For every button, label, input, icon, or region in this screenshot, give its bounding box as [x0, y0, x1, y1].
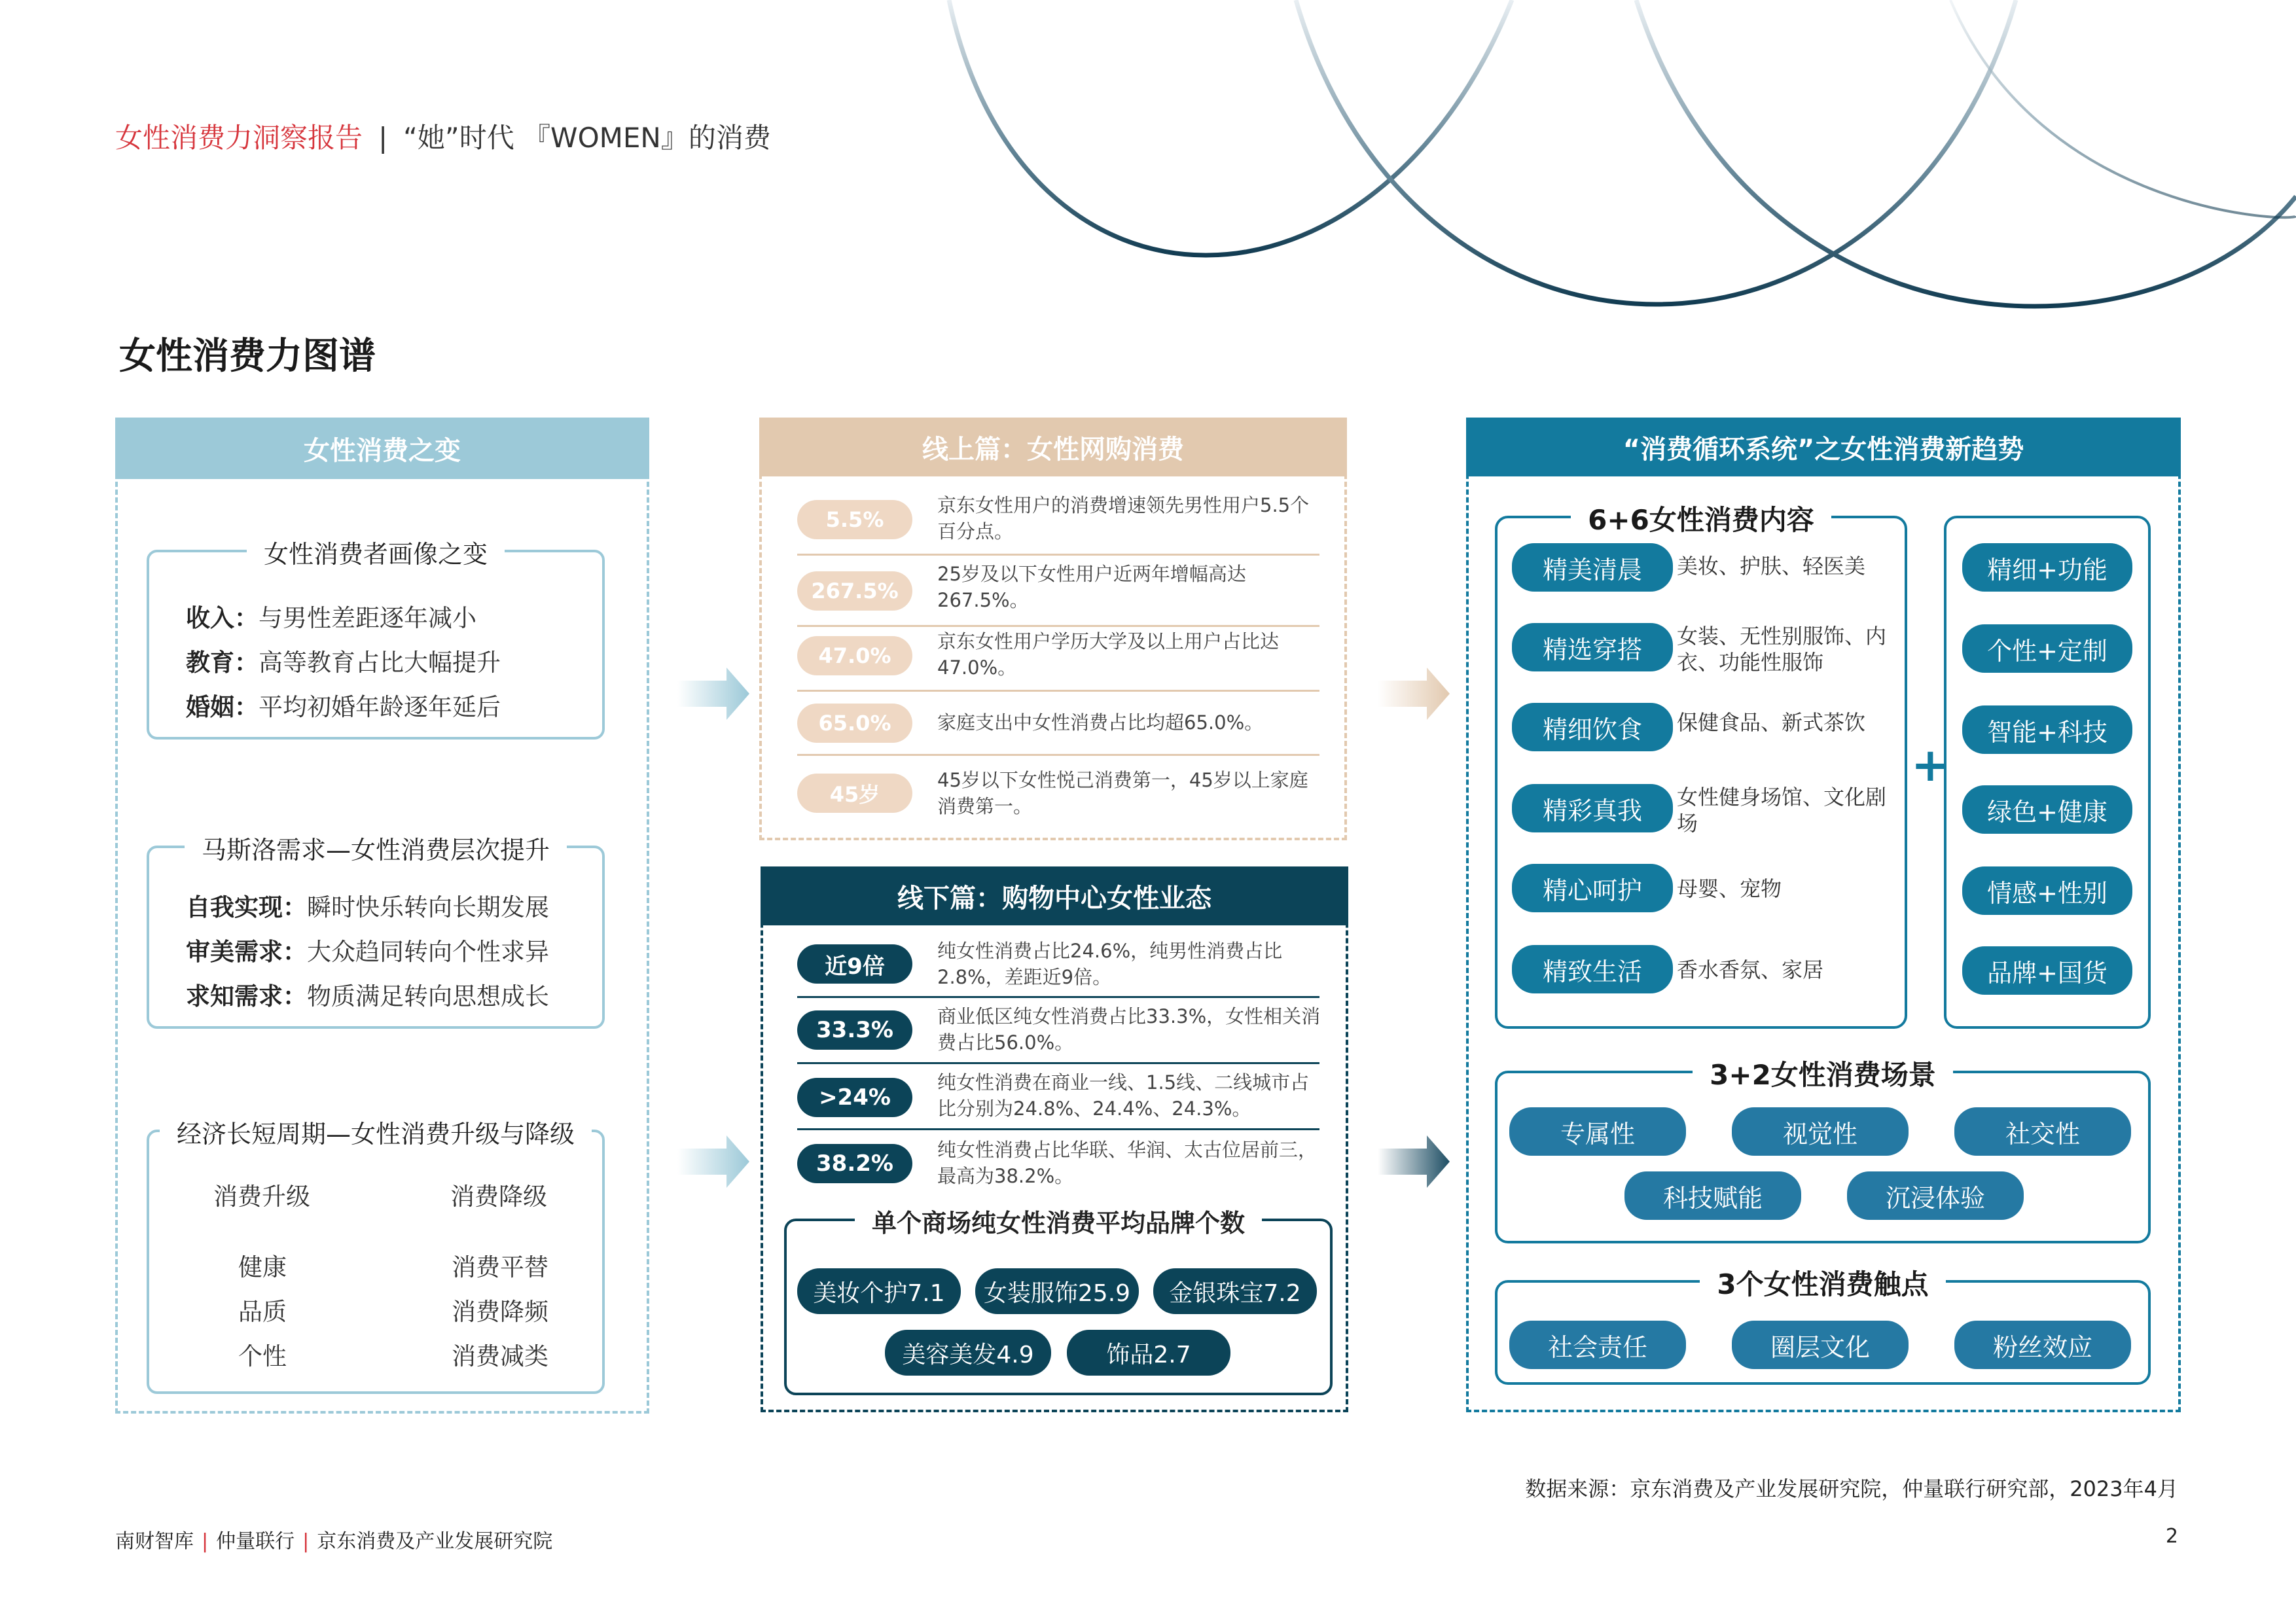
- content-panel-title: 6+6女性消费内容: [1571, 504, 1831, 536]
- upgrade-item: 品质: [238, 1298, 287, 1326]
- report-subtitle: “她”时代 『WOMEN』的消费: [403, 122, 771, 154]
- scene-pill: 社交性: [1954, 1107, 2131, 1156]
- online-stat-value: 47.0%: [797, 636, 912, 675]
- portrait-change-title: 女性消费者画像之变: [247, 540, 505, 569]
- online-stat-value: 267.5%: [797, 571, 912, 611]
- scene-panel: [1495, 1059, 2151, 1243]
- upgrade-item: 个性: [238, 1342, 287, 1370]
- cycle-title: 经济长短周期—女性消费升级与降级: [160, 1120, 592, 1149]
- offline-stat-text: 纯女性消费占比华联、华润、太古位居前三，最高为38.2%。: [937, 1139, 1318, 1187]
- offline-title: 线下篇：购物中心女性业态: [761, 866, 1348, 925]
- portrait-change-box: [147, 540, 605, 740]
- scene-pill: 科技赋能: [1624, 1171, 1801, 1220]
- offline-stat-value: 38.2%: [797, 1144, 912, 1183]
- offline-stat-value: >24%: [797, 1078, 912, 1117]
- category-desc: 女装、无性别服饰、内衣、功能性服饰: [1677, 624, 1887, 675]
- data-source: 数据来源：京东消费及产业发展研究院，仲量联行研究部，2023年4月: [1525, 1476, 2178, 1501]
- cycle-box: [147, 1120, 605, 1394]
- downgrade-head: 消费降级: [450, 1183, 547, 1211]
- trend-pill: 绿色+健康: [1962, 785, 2132, 834]
- category-desc: 女性健身场馆、文化剧场: [1677, 785, 1887, 836]
- category-pill: 精美清晨: [1512, 543, 1673, 592]
- online-stat-text: 家庭支出中女性消费占比均超65.0%。: [937, 711, 1264, 734]
- maslow-title: 马斯洛需求—女性消费层次提升: [185, 836, 567, 865]
- maslow-row-knowledge: 求知需求：物质满足转向思想成长: [186, 982, 549, 1010]
- offline-stat-text: 商业低区纯女性消费占比33.3%，女性相关消费占比56.0%。: [937, 1005, 1321, 1054]
- offline-stat-value: 33.3%: [797, 1010, 912, 1050]
- maslow-row-self: 自我实现：瞬时快乐转向长期发展: [186, 893, 549, 921]
- category-desc: 保健食品、新式茶饮: [1677, 710, 1866, 735]
- upgrade-head: 消费升级: [213, 1183, 310, 1211]
- touch-pill: 粉丝效应: [1954, 1321, 2131, 1369]
- arrow-left-to-online: [677, 668, 749, 720]
- offline-divider: [797, 996, 1319, 998]
- online-stat-text: 京东女性用户的消费增速领先男性用户5.5个百分点。: [937, 494, 1310, 543]
- footer-orgs: [115, 1525, 552, 1554]
- report-name: 女性消费力洞察报告: [115, 122, 363, 154]
- scene-pill: 沉浸体验: [1847, 1171, 2024, 1220]
- online-divider: [797, 690, 1319, 692]
- maslow-box: [147, 836, 605, 1029]
- category-desc: 母婴、宠物: [1677, 876, 1782, 901]
- footer-separator: |: [302, 1530, 310, 1553]
- category-desc: 香水香氛、家居: [1677, 957, 1824, 982]
- maslow-row-aesthetic: 审美需求：大众趋同转向个性求异: [186, 938, 549, 966]
- brand-pill: 美容美发4.9: [885, 1330, 1051, 1376]
- online-stat-value: 65.0%: [797, 704, 912, 743]
- trend-pill: 品牌+国货: [1962, 946, 2132, 995]
- downgrade-item: 消费减类: [452, 1342, 548, 1370]
- report-header: [115, 116, 771, 156]
- scene-pill: 专属性: [1509, 1107, 1686, 1156]
- page-number: 2: [2165, 1525, 2178, 1548]
- online-divider: [797, 754, 1319, 756]
- offline-divider: [797, 1062, 1319, 1064]
- arrow-offline-to-right: [1378, 1135, 1450, 1188]
- online-stat-value: 45岁: [797, 774, 912, 813]
- footer-org: 京东消费及产业发展研究院: [317, 1530, 553, 1553]
- online-stat-value: 5.5%: [797, 500, 912, 539]
- footer-separator: |: [202, 1530, 209, 1553]
- upgrade-item: 健康: [238, 1253, 287, 1281]
- brand-pill: 饰品2.7: [1067, 1330, 1230, 1376]
- brand-pill: 女装服饰25.9: [975, 1268, 1139, 1314]
- footer-org: 南财智库: [115, 1530, 194, 1553]
- touch-pill: 圈层文化: [1732, 1321, 1909, 1369]
- trend-pill: 个性+定制: [1962, 624, 2132, 673]
- portrait-row-marriage: 婚姻：平均初婚年龄逐年延后: [186, 693, 501, 721]
- header-separator: |: [378, 122, 388, 154]
- touch-pill: 社会责任: [1509, 1321, 1686, 1369]
- category-desc: 美妆、护肤、轻医美: [1677, 554, 1866, 579]
- page-title: 女性消费力图谱: [119, 335, 376, 378]
- scene-pill: 视觉性: [1732, 1107, 1909, 1156]
- brand-count-title: 单个商场纯女性消费平均品牌个数: [855, 1209, 1262, 1238]
- portrait-row-income: 收入：与男性差距逐年减小: [186, 604, 476, 632]
- category-pill: 精选穿搭: [1512, 623, 1673, 671]
- trend-pill: 智能+科技: [1962, 705, 2132, 754]
- plus-sign: +: [1911, 738, 1950, 792]
- online-title: 线上篇：女性网购消费: [759, 418, 1347, 476]
- offline-divider: [797, 1128, 1319, 1130]
- brand-pill: 金银珠宝7.2: [1153, 1268, 1317, 1314]
- trend-pill: 情感+性别: [1962, 866, 2132, 915]
- arrow-left-to-offline: [677, 1135, 749, 1188]
- touch-panel-title: 3个女性消费触点: [1700, 1268, 1945, 1300]
- offline-stat-text: 纯女性消费在商业一线、1.5线、二线城市占比分别为24.8%、24.4%、24.3%。: [937, 1071, 1310, 1120]
- online-divider: [797, 554, 1319, 556]
- online-stat-text: 京东女性用户学历大学及以上用户占比达47.0%。: [937, 630, 1280, 679]
- downgrade-item: 消费平替: [452, 1253, 548, 1281]
- trend-pill: 精细+功能: [1962, 543, 2132, 592]
- category-pill: 精细饮食: [1512, 703, 1673, 751]
- left-column-title: 女性消费之变: [115, 418, 649, 479]
- category-pill: 精心呵护: [1512, 864, 1673, 912]
- category-pill: 精彩真我: [1512, 784, 1673, 832]
- arrow-online-to-right: [1378, 668, 1450, 720]
- online-stat-text: 45岁以下女性悦己消费第一，45岁以上家庭消费第一。: [937, 769, 1308, 817]
- online-stat-text: 25岁及以下女性用户近两年增幅高达267.5%。: [937, 563, 1246, 611]
- offline-stat-value: 近9倍: [797, 944, 912, 984]
- online-divider: [797, 625, 1319, 627]
- scene-panel-title: 3+2女性消费场景: [1693, 1059, 1953, 1091]
- downgrade-item: 消费降频: [452, 1298, 548, 1326]
- footer-org: 仲量联行: [216, 1530, 295, 1553]
- offline-stat-text: 纯女性消费占比24.6%，纯男性消费占比2.8%，差距近9倍。: [937, 940, 1283, 988]
- portrait-row-education: 教育：高等教育占比大幅提升: [186, 649, 501, 677]
- category-pill: 精致生活: [1512, 945, 1673, 993]
- brand-pill: 美妆个护7.1: [797, 1268, 961, 1314]
- right-column-title: “消费循环系统”之女性消费新趋势: [1466, 418, 2181, 476]
